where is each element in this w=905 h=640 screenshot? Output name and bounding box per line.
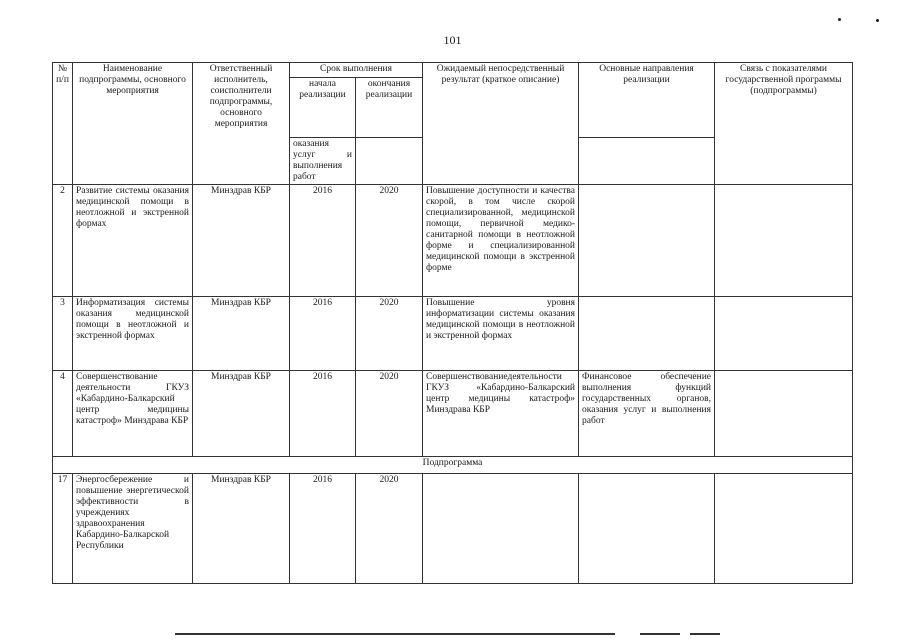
row-end: 2020: [356, 297, 423, 371]
col-responsible-header: Ответственный исполнитель, соисполнители подпрограммы, основного мероприятия: [193, 63, 290, 185]
row-result: Повышение уровня информатизации системы оказания медицинской помощи в неотложной и экстренной формах: [423, 297, 579, 371]
table-row: [53, 474, 853, 584]
row-directions: [579, 474, 715, 584]
col-start-header: начала реализации: [290, 78, 356, 138]
row-start: 2016: [290, 371, 356, 457]
row-name: Совершенствование деятельности ГКУЗ «Кабардино-Балкарский центр медицины катастроф» Минздрава КБР: [73, 371, 193, 457]
col-link-header: Связь с показателями государственной программы (подпрограммы): [715, 63, 853, 185]
plan-table: [52, 62, 853, 584]
subprogram-label: Подпрограмма: [53, 457, 853, 474]
row-result: [423, 474, 579, 584]
col-term-header: Срок выполнения: [290, 63, 423, 78]
row-result: Совершенствованиедеятельности ГКУЗ «Кабардино-Балкарский центр медицины катастроф» Минздрава КБР: [423, 371, 579, 457]
col-end-header: окончания реализации: [356, 78, 423, 138]
col-directions-header: Основные направления реализации: [579, 63, 715, 138]
page-number: 101: [443, 33, 462, 47]
subprogram-row: [53, 457, 853, 474]
row-link: [715, 474, 853, 584]
bottom-rule: [690, 633, 720, 635]
table-row: [53, 185, 853, 297]
row-responsible: Минздрав КБР: [193, 371, 290, 457]
continued-directions-text: оказания услуг и выполнения работ: [290, 138, 356, 185]
row-start: 2016: [290, 297, 356, 371]
table-row: [53, 371, 853, 457]
bottom-rule: [175, 633, 615, 635]
row-link: [715, 371, 853, 457]
row-end: 2020: [356, 371, 423, 457]
row-responsible: Минздрав КБР: [193, 185, 290, 297]
row-end: 2020: [356, 185, 423, 297]
row-name: Развитие системы оказания медицинской помощи в неотложной и экстренной формах: [73, 185, 193, 297]
col-result-header: Ожидаемый непосредственный результат (краткое описание): [423, 63, 579, 185]
scan-speck: [876, 19, 879, 22]
row-directions: [579, 185, 715, 297]
row-name: Информатизация системы оказания медицинской помощи в неотложной и экстренной формах: [73, 297, 193, 371]
row-responsible: Минздрав КБР: [193, 297, 290, 371]
row-name: Энергосбережение и повышение энергетической эффективности в учреждениях здравоохранения Кабардино-Балкарской Республики: [73, 474, 193, 584]
header-row: [53, 63, 853, 78]
col-num-header: № п/п: [53, 63, 73, 185]
col-name-header: Наименование подпрограммы, основного мероприятия: [73, 63, 193, 185]
row-start: 2016: [290, 185, 356, 297]
bottom-rule: [640, 633, 680, 635]
row-start: 2016: [290, 474, 356, 584]
row-responsible: Минздрав КБР: [193, 474, 290, 584]
row-num: 3: [53, 297, 73, 371]
scan-speck: [838, 18, 841, 21]
row-result: Повышение доступности и качества скорой, в том числе скорой специализированной, медицинской помощи, первичной медико-санитарной помощи в неотложной форме и специализированной медицинской помощи в экстренной форме: [423, 185, 579, 297]
row-link: [715, 297, 853, 371]
row-link: [715, 185, 853, 297]
row-num: 2: [53, 185, 73, 297]
row-num: 17: [53, 474, 73, 584]
row-num: 4: [53, 371, 73, 457]
table-row: [53, 297, 853, 371]
row-directions: Финансовое обеспечение выполнения функций государственных органов, оказания услуг и выполнения работ: [579, 371, 715, 457]
row-end: 2020: [356, 474, 423, 584]
row-directions: [579, 297, 715, 371]
